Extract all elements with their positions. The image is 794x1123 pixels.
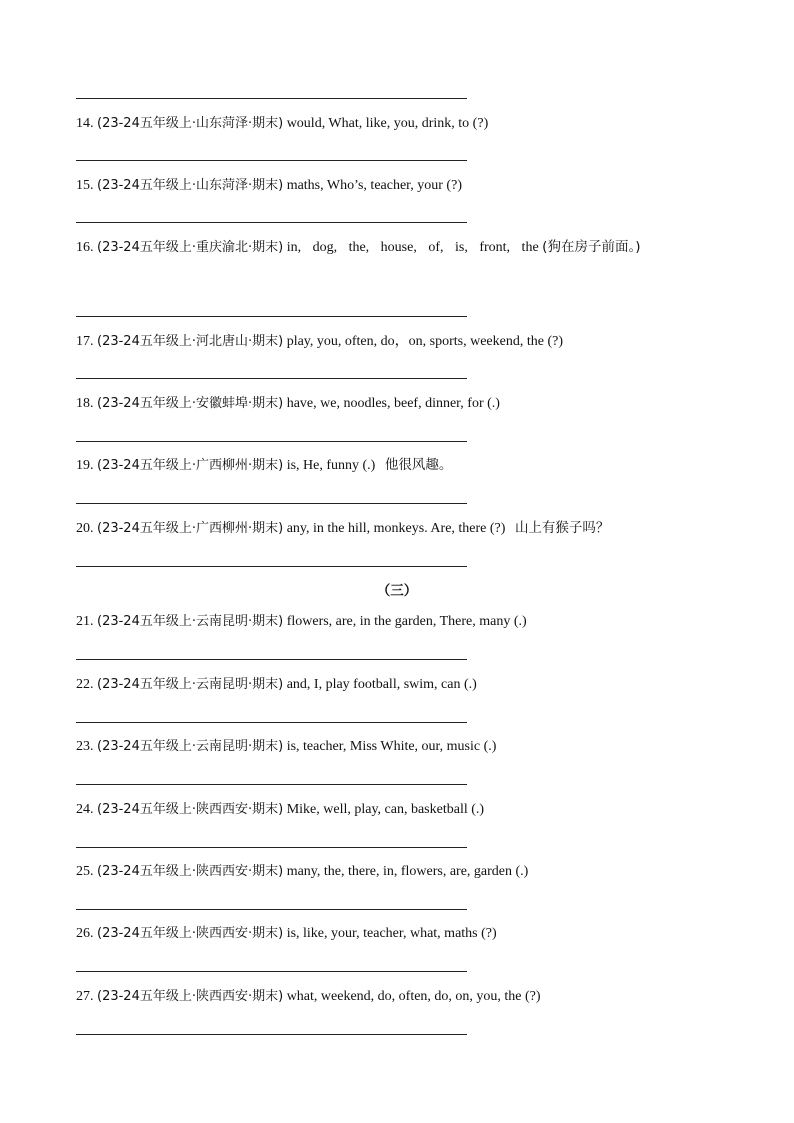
scrambled-words: many, the, there, in, flowers, are, garden (.) (286, 864, 529, 879)
question-14 (76, 108, 716, 139)
question-source: (23-24五年级上·云南昆明·期末) (97, 614, 284, 629)
answer-line (76, 566, 467, 567)
answer-line (76, 441, 467, 442)
answer-line (76, 503, 467, 504)
question-number: 25. (76, 864, 94, 879)
question-number: 16. (76, 240, 94, 255)
question-number: 20. (76, 521, 94, 536)
scrambled-words: in, dog, the, house, of, is, front, the (286, 240, 539, 255)
question-17 (76, 326, 716, 357)
question-source: (23-24五年级上·重庆渝北·期末) (97, 240, 284, 255)
question-22 (76, 669, 716, 700)
answer-line (76, 316, 467, 317)
answer-line (76, 659, 467, 660)
question-15 (76, 170, 716, 201)
question-source: (23-24五年级上·广西柳州·期末) (97, 458, 284, 473)
question-21 (76, 606, 716, 637)
chinese-hint: (狗在房子前面。) (542, 239, 641, 255)
question-19 (76, 450, 716, 481)
question-number: 18. (76, 396, 94, 411)
question-source: (23-24五年级上·云南昆明·期末) (97, 739, 284, 754)
question-source: (23-24五年级上·山东菏泽·期末) (97, 178, 284, 193)
question-source: (23-24五年级上·陕西西安·期末) (97, 926, 284, 941)
section-heading: （三） (376, 583, 418, 599)
question-23 (76, 731, 716, 762)
question-25 (76, 856, 716, 887)
scrambled-words: any, in the hill, monkeys. Are, there (?) (286, 521, 506, 536)
answer-line (76, 784, 467, 785)
answer-line (76, 222, 467, 223)
answer-line (76, 98, 467, 99)
question-number: 22. (76, 677, 94, 692)
question-27 (76, 981, 716, 1012)
question-number: 24. (76, 802, 94, 817)
question-number: 14. (76, 116, 94, 131)
chinese-hint: 山上有猴子吗？ (514, 520, 610, 536)
question-source: (23-24五年级上·安徽蚌埠·期末) (97, 396, 284, 411)
question-20 (76, 513, 716, 544)
scrambled-words: Mike, well, play, can, basketball (.) (286, 802, 485, 817)
answer-line (76, 378, 467, 379)
question-source: (23-24五年级上·广西柳州·期末) (97, 521, 284, 536)
answer-line (76, 160, 467, 161)
question-source: (23-24五年级上·云南昆明·期末) (97, 677, 284, 692)
question-number: 21. (76, 614, 94, 629)
question-number: 23. (76, 739, 94, 754)
answer-line (76, 1034, 467, 1035)
scrambled-words: have, we, noodles, beef, dinner, for (.) (286, 396, 500, 411)
question-16 (76, 232, 714, 263)
question-source: (23-24五年级上·山东菏泽·期末) (97, 116, 284, 131)
scrambled-words: and, I, play football, swim, can (.) (286, 677, 477, 692)
question-source: (23-24五年级上·陕西西安·期末) (97, 989, 284, 1004)
question-number: 26. (76, 926, 94, 941)
chinese-hint: 他很风趣。 (384, 457, 453, 473)
question-source: (23-24五年级上·陕西西安·期末) (97, 802, 284, 817)
question-number: 19. (76, 458, 94, 473)
answer-line (76, 909, 467, 910)
question-26 (76, 918, 716, 949)
answer-line (76, 722, 467, 723)
question-source: (23-24五年级上·陕西西安·期末) (97, 864, 284, 879)
answer-line (76, 971, 467, 972)
scrambled-words: would, What, like, you, drink, to (?) (286, 116, 489, 131)
scrambled-words: is, He, funny (.) (286, 458, 376, 473)
question-18 (76, 388, 716, 419)
scrambled-words: what, weekend, do, often, do, on, you, the (?) (286, 989, 541, 1004)
scrambled-words: is, teacher, Miss White, our, music (.) (286, 739, 497, 754)
answer-line (76, 847, 467, 848)
question-number: 15. (76, 178, 94, 193)
question-24 (76, 794, 716, 825)
scrambled-words: flowers, are, in the garden, There, many (.) (286, 614, 527, 629)
scrambled-words: is, like, your, teacher, what, maths (?) (286, 926, 497, 941)
scrambled-words: maths, Who’s, teacher, your (?) (286, 178, 462, 193)
scrambled-words: play, you, often, do，on, sports, weekend, the (?) (286, 334, 563, 349)
question-number: 27. (76, 989, 94, 1004)
question-source: (23-24五年级上·河北唐山·期末) (97, 334, 284, 349)
question-number: 17. (76, 334, 94, 349)
